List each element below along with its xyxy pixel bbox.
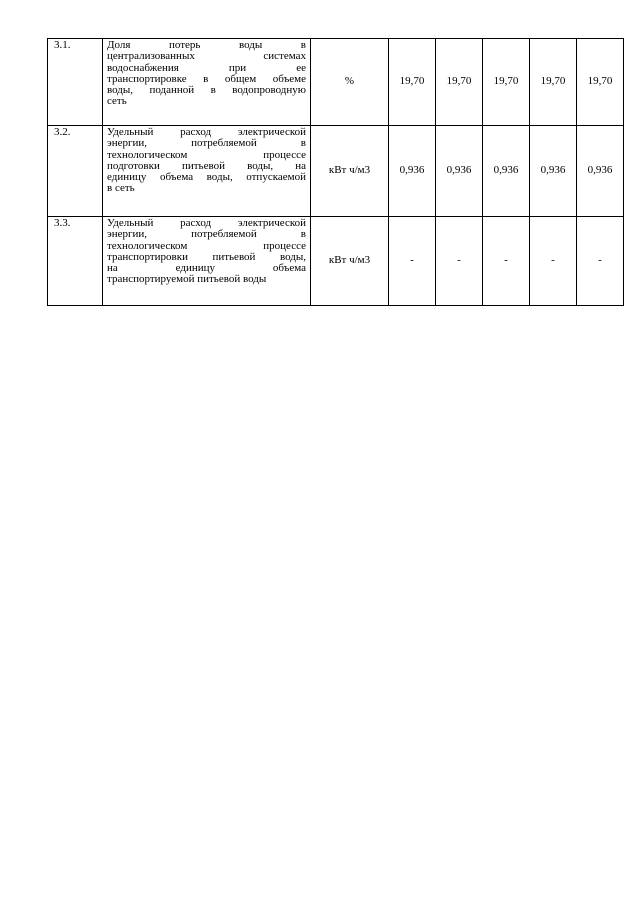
row-value: - bbox=[577, 217, 624, 306]
row-number: 3.3. bbox=[48, 217, 103, 306]
row-value: 19,70 bbox=[483, 39, 530, 126]
row-value: 19,70 bbox=[389, 39, 436, 126]
row-value: - bbox=[389, 217, 436, 306]
row-value: 0,936 bbox=[389, 126, 436, 217]
row-description bbox=[103, 126, 311, 217]
row-value: - bbox=[436, 217, 483, 306]
row-number: 3.2. bbox=[48, 126, 103, 217]
row-description-line: транспортировки питьевой воды, bbox=[107, 250, 306, 263]
row-description-line: технологическом процессе bbox=[107, 239, 306, 252]
row-unit: % bbox=[311, 39, 389, 126]
row-value: 0,936 bbox=[530, 126, 577, 217]
row-description-line: транспортируемой питьевой воды bbox=[107, 273, 267, 286]
row-description bbox=[103, 217, 311, 306]
row-value: - bbox=[530, 217, 577, 306]
indicators-table-body bbox=[48, 39, 624, 306]
row-description bbox=[103, 39, 311, 126]
row-description-line: сеть bbox=[107, 95, 127, 108]
row-description-line: энергии, потребляемой в bbox=[107, 228, 306, 241]
row-description-line: Доля потерь воды в bbox=[107, 39, 306, 51]
row-description-line: Удельный расход электрической bbox=[107, 217, 306, 229]
table-row bbox=[48, 217, 624, 306]
row-description-line: технологическом процессе bbox=[107, 148, 306, 161]
row-description-line: транспортировке в общем объеме bbox=[107, 72, 306, 85]
row-description-line: централизованных системах bbox=[107, 50, 306, 63]
row-description-line: в сеть bbox=[107, 182, 135, 195]
row-description-line: единицу объема воды, отпускаемой bbox=[107, 171, 306, 184]
row-unit: кВт ч/м3 bbox=[311, 126, 389, 217]
row-value: 19,70 bbox=[577, 39, 624, 126]
row-value: 19,70 bbox=[436, 39, 483, 126]
row-value: 0,936 bbox=[483, 126, 530, 217]
row-description-line: энергии, потребляемой в bbox=[107, 137, 306, 150]
row-number: 3.1. bbox=[48, 39, 103, 126]
row-value: 0,936 bbox=[436, 126, 483, 217]
row-value: - bbox=[483, 217, 530, 306]
row-description-line: Удельный расход электрической bbox=[107, 126, 306, 138]
row-unit: кВт ч/м3 bbox=[311, 217, 389, 306]
row-description-line: на единицу объема bbox=[107, 262, 306, 275]
row-value: 0,936 bbox=[577, 126, 624, 217]
row-value: 19,70 bbox=[530, 39, 577, 126]
indicators-table bbox=[47, 38, 624, 306]
row-description-line: водоснабжения при ее bbox=[107, 61, 306, 74]
table-row bbox=[48, 126, 624, 217]
row-description-line: подготовки питьевой воды, на bbox=[107, 159, 306, 172]
row-description-line: воды, поданной в водопроводную bbox=[107, 84, 306, 97]
table-row bbox=[48, 39, 624, 126]
